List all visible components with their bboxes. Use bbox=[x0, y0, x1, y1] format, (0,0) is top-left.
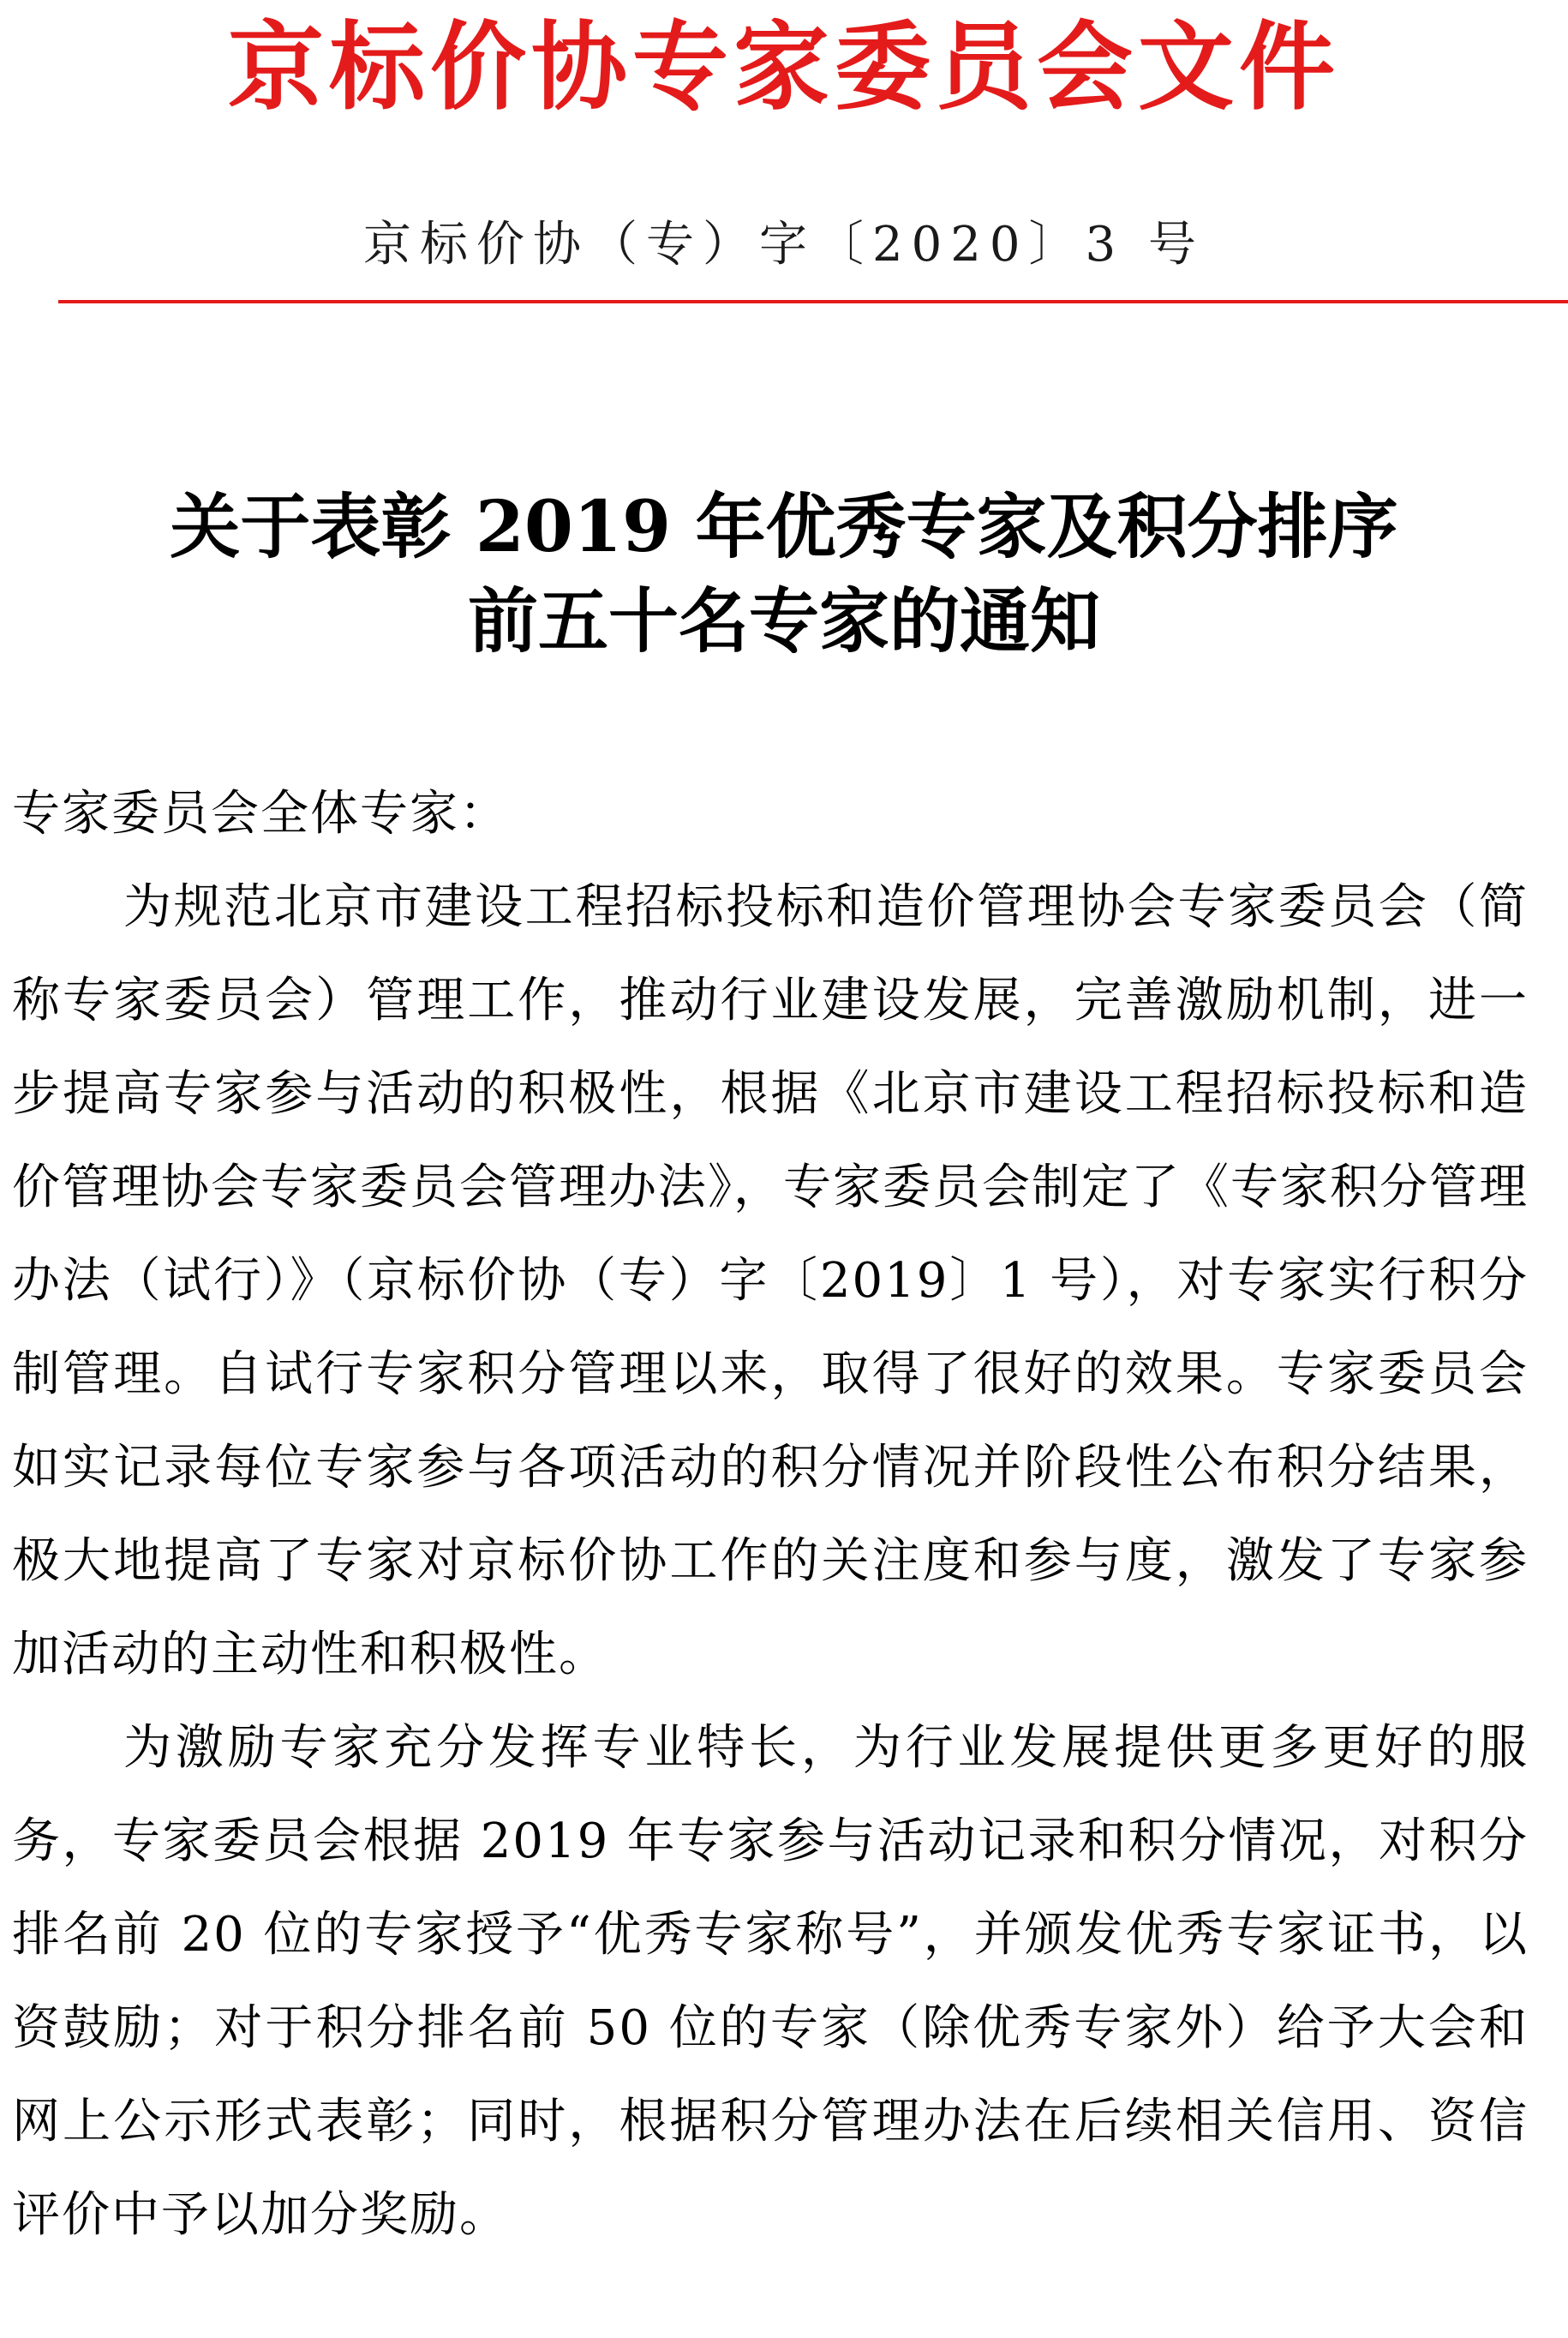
body-paragraph-2: 为激励专家充分发挥专业特长，为行业发展提供更多更好的服务，专家委员会根据 2019 年专家参与活动记录和积分情况，对积分排名前 20 位的专家授予“优秀专家称号”，并颁发优秀专家证书，以资鼓励；对于积分排名前 50 位的专家（除优秀专家外）给予大会和网上公示形式表彰；同时，根据积分管理办法在后续相关信用、资信评价中予以加分奖励。 bbox=[12, 1720, 1529, 2243]
notice-title-line-1: 关于表彰 2019 年优秀专家及积分排序 bbox=[170, 486, 1398, 568]
notice-title-line-2: 前五十名专家的通知 bbox=[467, 580, 1100, 662]
body-paragraph-1: 为规范北京市建设工程招标投标和造价管理协会专家委员会（简称专家委员会）管理工作，推动行业建设发展，完善激励机制，进一步提高专家参与活动的积极性，根据《北京市建设工程招标投标和造价管理协会专家委员会管理办法》，专家委员会制定了《专家积分管理办法（试行）》（京标价协（专）字〔2019〕1 号），对专家实行积分制管理。自试行专家积分管理以来，取得了很好的效果。专家委员会如实记录每位专家参与各项活动的积分情况并阶段性公布积分结果，极大地提高了专家对京标价协工作的关注度和参与度，激发了专家参加活动的主动性和积极性。 bbox=[12, 879, 1529, 1682]
salutation: 专家委员会全体专家： bbox=[12, 786, 509, 842]
document-body bbox=[12, 767, 1529, 2262]
header-divider bbox=[58, 300, 1568, 303]
notice-title bbox=[0, 480, 1568, 668]
document-header bbox=[0, 0, 1568, 300]
document-number: 京标价协（专）字〔2020〕3 号 bbox=[363, 217, 1205, 273]
organization-title: 京标价协专家委员会文件 bbox=[228, 11, 1340, 123]
